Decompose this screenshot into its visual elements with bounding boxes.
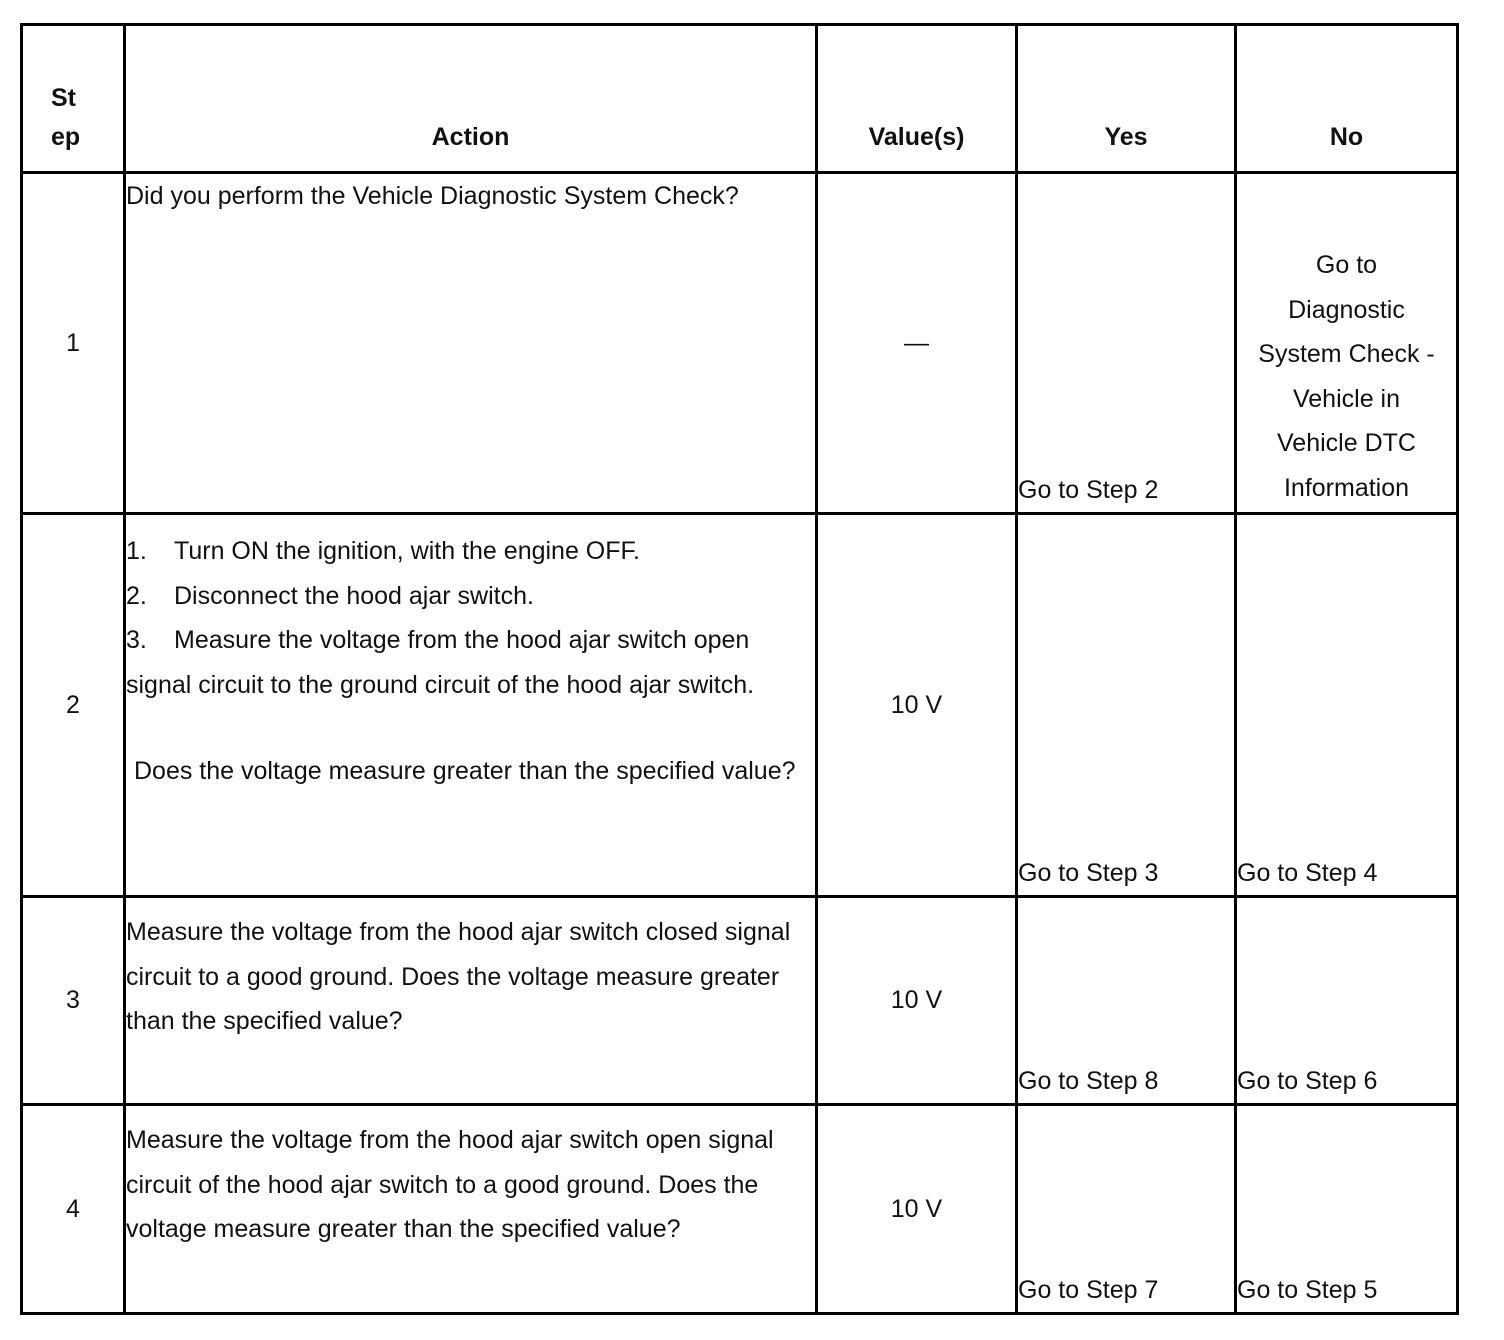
value-cell: — — [817, 173, 1017, 514]
action-text: Did you perform the Vehicle Diagnostic System Check? — [126, 182, 739, 210]
action-question: Does the voltage measure greater than the specified value? — [134, 757, 796, 785]
step-number: 1 — [22, 173, 125, 514]
step-number: 3 — [22, 897, 125, 1105]
no-cell: Go to Step 5 — [1236, 1105, 1458, 1314]
yes-cell: Go to Step 3 — [1017, 514, 1236, 897]
value-cell: 10 V — [817, 1105, 1017, 1314]
action-cell — [125, 897, 817, 1105]
yes-cell: Go to Step 8 — [1017, 897, 1236, 1105]
value-cell: 10 V — [817, 897, 1017, 1105]
header-row — [22, 25, 1458, 173]
yes-cell: Go to Step 7 — [1017, 1105, 1236, 1314]
action-cell — [125, 1105, 817, 1314]
step-number: 4 — [22, 1105, 125, 1314]
table-row — [22, 514, 1458, 897]
no-cell: Go to Step 4 — [1236, 514, 1458, 897]
list-item — [126, 529, 815, 574]
value-cell: 10 V — [817, 514, 1017, 897]
list-text: Measure the voltage from the hood ajar switch open signal circuit to the ground circuit of the hood ajar switch. — [126, 626, 755, 699]
yes-cell: Go to Step 2 — [1017, 173, 1236, 514]
header-action: Action — [125, 25, 817, 173]
no-cell: Go to Step 6 — [1236, 897, 1458, 1105]
header-step-line2: ep — [51, 123, 81, 151]
action-text: Measure the voltage from the hood ajar switch closed signal circuit to a good ground. Does the voltage measure greater than the specified value? — [126, 918, 791, 1035]
list-number: 3. — [126, 626, 147, 654]
list-number: 2. — [126, 581, 147, 610]
table-row — [22, 897, 1458, 1105]
header-yes: Yes — [1017, 25, 1236, 173]
action-cell — [125, 514, 817, 897]
list-number: 1. — [126, 537, 147, 565]
header-no: No — [1236, 25, 1458, 173]
list-text: Disconnect the hood ajar switch. — [174, 581, 534, 610]
step-number: 2 — [22, 514, 125, 897]
header-step-line1: St — [51, 84, 76, 112]
list-item — [126, 574, 815, 619]
no-cell — [1236, 173, 1458, 514]
table-row — [22, 173, 1458, 514]
action-cell — [125, 173, 817, 514]
action-text: Measure the voltage from the hood ajar switch open signal circuit of the hood ajar switch to a good ground. Does the voltage measure greater than the specified value? — [126, 1126, 774, 1243]
list-item — [126, 618, 815, 707]
diagnostic-table — [20, 23, 1459, 1315]
header-values: Value(s) — [817, 25, 1017, 173]
header-step — [22, 25, 125, 173]
table-row — [22, 1105, 1458, 1314]
list-text: Turn ON the ignition, with the engine OFF. — [174, 537, 640, 565]
no-text: Go to Diagnostic System Check - Vehicle in Vehicle DTC Information — [1258, 251, 1435, 502]
